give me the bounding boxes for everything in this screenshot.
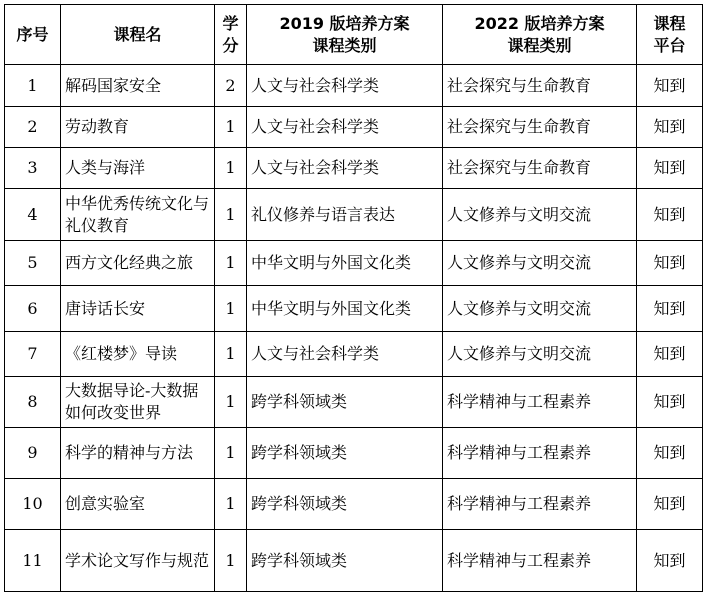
- cell-category-2019: 人文与社会科学类: [247, 65, 443, 107]
- cell-platform: 知到: [637, 241, 703, 286]
- cell-category-2019: 礼仪修养与语言表达: [247, 189, 443, 241]
- table-row: [5, 428, 703, 479]
- cell-category-2022: 人文修养与文明交流: [443, 189, 637, 241]
- header-credit: [215, 5, 247, 65]
- cell-index: 4: [5, 189, 61, 241]
- cell-index: 5: [5, 241, 61, 286]
- header-category-2022-line2: 课程类别: [507, 35, 572, 55]
- cell-category-2019: 中华文明与外国文化类: [247, 286, 443, 332]
- cell-course-name: 创意实验室: [61, 479, 215, 530]
- cell-category-2019: 跨学科领域类: [247, 530, 443, 592]
- table-row: [5, 107, 703, 148]
- cell-course-name: 人类与海洋: [61, 148, 215, 189]
- header-category-2019-line2: 课程类别: [312, 35, 377, 55]
- cell-category-2022: 社会探究与生命教育: [443, 107, 637, 148]
- cell-credit: 1: [215, 241, 247, 286]
- header-category-2022-line1: 2022 版培养方案: [474, 13, 605, 33]
- cell-course-name: 学术论文写作与规范: [61, 530, 215, 592]
- cell-platform: 知到: [637, 286, 703, 332]
- cell-category-2019: 中华文明与外国文化类: [247, 241, 443, 286]
- header-category-2019: [247, 5, 443, 65]
- cell-credit: 1: [215, 530, 247, 592]
- cell-index: 1: [5, 65, 61, 107]
- cell-course-name: 中华优秀传统文化与礼仪教育: [61, 189, 215, 241]
- table-row: [5, 377, 703, 428]
- cell-course-name: 解码国家安全: [61, 65, 215, 107]
- cell-category-2019: 跨学科领域类: [247, 479, 443, 530]
- course-table: [4, 4, 703, 592]
- cell-category-2022: 人文修养与文明交流: [443, 241, 637, 286]
- cell-index: 6: [5, 286, 61, 332]
- cell-course-name: 唐诗话长安: [61, 286, 215, 332]
- cell-platform: 知到: [637, 65, 703, 107]
- cell-platform: 知到: [637, 377, 703, 428]
- cell-course-name: 劳动教育: [61, 107, 215, 148]
- cell-category-2019: 人文与社会科学类: [247, 332, 443, 377]
- table-row: [5, 241, 703, 286]
- cell-platform: 知到: [637, 148, 703, 189]
- table-row: [5, 148, 703, 189]
- header-category-2019-line1: 2019 版培养方案: [279, 13, 410, 33]
- cell-credit: 1: [215, 286, 247, 332]
- cell-category-2019: 跨学科领域类: [247, 428, 443, 479]
- cell-course-name: 西方文化经典之旅: [61, 241, 215, 286]
- table-row: [5, 530, 703, 592]
- table-row: [5, 332, 703, 377]
- cell-index: 9: [5, 428, 61, 479]
- table-row: [5, 65, 703, 107]
- header-platform: [637, 5, 703, 65]
- cell-index: 3: [5, 148, 61, 189]
- header-course-name: 课程名: [61, 5, 215, 65]
- cell-index: 10: [5, 479, 61, 530]
- cell-platform: 知到: [637, 107, 703, 148]
- cell-credit: 1: [215, 148, 247, 189]
- cell-category-2022: 科学精神与工程素养: [443, 428, 637, 479]
- header-platform-line1: 课程: [653, 13, 686, 33]
- cell-category-2022: 人文修养与文明交流: [443, 286, 637, 332]
- cell-category-2022: 社会探究与生命教育: [443, 148, 637, 189]
- cell-credit: 2: [215, 65, 247, 107]
- cell-credit: 1: [215, 377, 247, 428]
- cell-category-2022: 社会探究与生命教育: [443, 65, 637, 107]
- cell-platform: 知到: [637, 479, 703, 530]
- cell-category-2019: 人文与社会科学类: [247, 148, 443, 189]
- cell-category-2022: 科学精神与工程素养: [443, 530, 637, 592]
- cell-category-2022: 科学精神与工程素养: [443, 377, 637, 428]
- cell-course-name: 《红楼梦》导读: [61, 332, 215, 377]
- cell-credit: 1: [215, 479, 247, 530]
- cell-category-2022: 科学精神与工程素养: [443, 479, 637, 530]
- header-credit-line2: 分: [222, 35, 239, 55]
- header-credit-line1: 学: [222, 13, 239, 33]
- cell-category-2022: 人文修养与文明交流: [443, 332, 637, 377]
- cell-category-2019: 人文与社会科学类: [247, 107, 443, 148]
- cell-platform: 知到: [637, 530, 703, 592]
- table-row: [5, 189, 703, 241]
- header-index: 序号: [5, 5, 61, 65]
- cell-credit: 1: [215, 107, 247, 148]
- cell-platform: 知到: [637, 332, 703, 377]
- table-row: [5, 286, 703, 332]
- header-category-2022: [443, 5, 637, 65]
- cell-credit: 1: [215, 189, 247, 241]
- cell-credit: 1: [215, 428, 247, 479]
- header-row: [5, 5, 703, 65]
- cell-index: 8: [5, 377, 61, 428]
- cell-index: 11: [5, 530, 61, 592]
- cell-course-name: 大数据导论-大数据如何改变世界: [61, 377, 215, 428]
- cell-index: 2: [5, 107, 61, 148]
- cell-platform: 知到: [637, 189, 703, 241]
- cell-credit: 1: [215, 332, 247, 377]
- cell-platform: 知到: [637, 428, 703, 479]
- header-platform-line2: 平台: [653, 35, 686, 55]
- cell-course-name: 科学的精神与方法: [61, 428, 215, 479]
- table-row: [5, 479, 703, 530]
- cell-category-2019: 跨学科领域类: [247, 377, 443, 428]
- cell-index: 7: [5, 332, 61, 377]
